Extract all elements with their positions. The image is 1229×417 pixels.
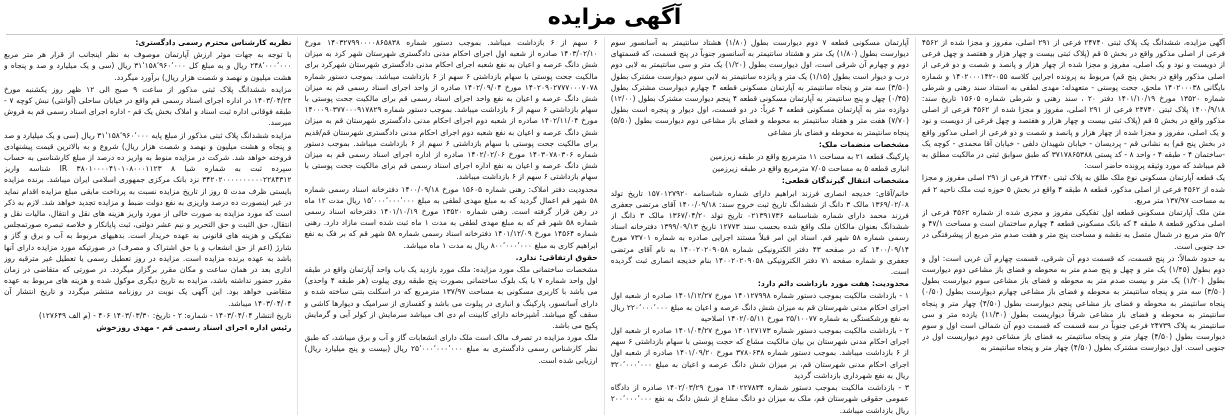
notice-header (0, 0, 1229, 34)
column-2-paragraph-restriction-1: ۱ - بازداشت مالکیت بموجب دستور شماره ۱۴۰۱۲۷۹۹۸ مورخ ۱۴۰۱/۱۲/۲۷ صادره از شعبه اول اجرای احکام مدنی شهرستان قم به میزان شش دانگ عرصه و اعیان به مبلغ ۲۲۰٬۰۰۰٬۰۰۰ ریال به نفع ورشکستگی به شماره ۲۵/۱۰۰۷۷ مورخ ۱۴۰۲/۰۵/۱۱ اصلاحیه (610, 291, 909, 323)
column-1-paragraph-2: یک قطعه آپارتمان مسکونی نوع ملک طلق به پلاک ثبتی ۲۴۷۴۰ فرعی از ۲۹۱ اصلی مفروز و مجزا شده از ۴۵۶۲ فرعی از اصلی مذکور، قطعه ۸ طبقه ۴ واقع در بخش ۵ حوزه ثبت ملک ناحیه ۲ قم به مساحت ۱۳۷/۹۷ متر مربع. (921, 173, 1225, 205)
column-1-paragraph-3: متن ملک آپارتمان مسکونی قطعه اول تفکیکی مفروز و مجزی شده از شماره ۴۵۶۲ فرعی از اصلی مذکور قطعه ۸ طبقه ۴ که بانک مسکونی قطعه ۴ چهارم ساختمان است و مساحت ۴۷/۱ و ۵/۲ متر مربع در شمال متصل به نقشه و مساحت پنج متر و هفت صدم متر مربع از پیشرفتگی در حد جنوبی است. (921, 208, 1225, 251)
column-2-paragraph-parking: پارکینگ قطعه ۲۱ به مساحت ۱۱ مترمربع واقع در طبقه زیرزمین (710, 152, 909, 162)
column-2-paragraph-storage: انباری قطعه ۵ به مساحت ۷/۰۵ مترمربع واقع در طبقه زیرزمین (712, 164, 909, 174)
title-divider (6, 34, 1223, 35)
column-2-heading-transferees: مشخصات انتقال گیرندگان قطعی: (781, 176, 909, 186)
column-3-paragraph-valuation: ملک مورد مزایده در تصرف مالک است ملک دارای انشعابات گاز و آب و برق میباشد، که طبق نظر کارشناس رسمی دادگستری به مبلغ ۲۵٬۰۰۰٬۰۰۰٬۰۰۰ ریال (بیست و پنج میلیارد ریال) ارزیابی شده است. (304, 333, 598, 365)
column-3-paragraph-1: ۶ سهم از ۶ بازداشت میباشد. بموجب دستور شماره ۱۴۰۳۲۷۹۹۰۰۰۰۸۶۵۸۳۸ مورخ ۱۴۰۳/۰۲/۱۰ صادره از شعبه اول اجرای احکام مدنی دادگستری شهرستان شهر کرد به میزان شش دانگ عرصه و اعیان به نفع شعبه اجرای احکام مدنی دادگستری شهرستان شهرکرد برای مالکیت جحت پوستی با سهام بازداشتی ۶ سهم از ۶ بازداشت میباشد. بموجب دستور شماره ۱۴۰۲۰۹۰۲۷۷۷۰۰۰۷۰۷۸ مورخ ۱۴۰۲/۰۹/۰۴ صادره از واحد اجرای اسناد رسمی قم به میزان شش دانگ عرصه و اعیان به نفع واحد اجرای اسناد رسمی قم برای مالکیت جحت پوستی با سهام بازداشتی ۶ سهم از ۶ بازداشت میباشد. بموجب دستور شماره ۱۴۰۰۰۹۰۳۷۷۰۰۰۹۱۷۸۲۹ مورخ ۱۴۰۲/۱۱/۰۴ صادره از شعبه دوم اجرای احکام مدنی دادگستری شهرستان قم به میزان شش دانگ عرصه و اعیان به نفع شعبه دوم اجرای احکام مدنی دادگستری شهرستان قم/قدیم برای مالکیت جحت پوستی با سهام بازداشتی ۶ سهم از ۶ بازداشت میباشد. بموجب دستور شماره ۱۴۰۳۰۷۸۰۳۰۶ مورخ ۱۴۰۲/۰۲/۰۶ صادره از اداره اجرای اسناد رسمی قم به میزان شش دانگ عرصه و اعیان به نفع اداره اجرای اسناد رسمی قم برای مالکیت جحت پوستی با سهام بازداشتی ۶ سهم از ۶ بازداشت میباشد. (304, 38, 598, 182)
column-divider (915, 37, 916, 415)
column-2 (611, 37, 909, 415)
column-3-paragraph-mortgages: محدودیت دفتر املاک: رهنی شماره ۱۵۶۰۵ مورخ ۱۴۰۰/۰۹/۱۸ دفترخانه اسناد رسمی شماره ۵۸ شهر قم اعمال گردید که به مبلغ مهدی لطفی به مبلغ ۱۵٬۰۰۰٬۰۰۰٬۰۰۰ ریال مدت ۱۲ ماه در رهن قرار گرفته است. رهنی شماره ۱۳۵۲۰ مورخ ۱۴۰۱/۱۰/۱۹ دفترخانه اسناد رسمی شماره ۵۸ شهر قم که به مبلغ مهدی لطفی به مدت ۱ ماه ثبت شده است مازاد دارد. رهنی شماره ۱۴۵۶۴ مورخ ۱۴۰۱/۱۲/۰۹ دفترخانه اسناد رسمی شماره ۵۸ شهر قم که بر فک به نفع ابراهیم کاری به مبلغ ۸۰۰٬۰۰۰٬۰۰۰ ریال به مدت ۱ ماه میباشد. (304, 184, 598, 250)
column-4 (4, 37, 291, 415)
column-4-paragraph-auction-time: مزایده ششدانگ پلاک ثبتی مذکور از ساعت ۹ صبح الی ۱۲ ظهر روز یکشنبه مورخ ۱۴۰۳/۰۴/۲۳ در اداره اجرای اسناد رسمی قم واقع در خیابان ساحلی (آوانتی) نبش کوچه ۷ - طبقه فوقانی اداره ثبت اسناد و املاک بخش یک قم - اداره اجرای اسناد رسمی قم به فروش میرسد. (4, 84, 292, 128)
notice-title: آگهی مزایده (547, 4, 682, 30)
column-4-heading-expert: نظریه کارشناس محترم رسمی دادگستری: (135, 38, 292, 47)
column-2-paragraph-restriction-3: ۳ - بازداشت مالکیت بموجب دستور شماره ۱۴۰۲۲۷۸۳۴ مورخ ۱۴۰۲/۰۳/۲۹ صادره از دادگاه عمومی حقوقی شهرستان قم، ملک به میزان دو دانگ مشاع از شش دانگ به نفع ۲۰۰٬۰۰۰٬۰۰۰ ریال بازداشت میباشد. (610, 383, 909, 415)
column-2-paragraph-1: آپارتمان مسکونی قطعه ۷ دوم دیوارست بطول (۱/۸۰) هشتاد سانتیمتر به آسانسور سوم دیوارست بطول (۱/۸۰) یک متر و هشتاد سانتیمتر به آسانسور جنوباً در پنج قسمت، که قسمتهای دوم و چهارم آن شرقی است، اول دیوارست بطول (۱/۲۰) یک متر و سی سانتیمتر به لابی دوم درب و دیوار است بطول (۱/۱۵) یک متر و پانزده سانتیمتر به لابی سوم دیوارست مشترک بطول (۳/۵۰) سه متر و پنجاه سانتیمتر به آپارتمان مسکونی قطعه ۴ چهارم دیوارست مشترک بطول (۰/۴۵) چهل و پنج سانتیمتر به آپارتمان مسکونی قطعه ۴ پنجم دیوارست مشترک بطول (۱۲/۰۰) دوازده متر به آپارتمان مسکونی قطعه ۴ غرباً: در دو قسمت، اول دیوار و پنجره است بطول (۷/۷۰) هفت متر و هفتاد سانتیمتر به محوطه و فضای باز مشاعی دوم دیوارست بطول (۵/۵۰) پنجاه سانتیمتر به محوطه و فضای باز مشاعی (610, 38, 909, 137)
column-2-paragraph-restriction-2: ۲ - بازداشت مالکیت بموجب دستور شماره ۱۴۰۱۲۷۱۷۳ مورخ ۱۴۰۱/۰۴/۲۷ صادره از شعبه اول اجرای احکام مدنی شهرستان بن بیان مالکیت مشاع که حجت پوستی با سهام بازداشتی ۶ سهم از ۶ بازداشت میباشد. بموجب دستور شماره ۳۷۸۰۶۳۸ مورخ ۱۴۰۱/۰۹/۲۰ صادره از شعبه اول اجرای احکام مدنی شهرستان قم، بر میزان شش دانگ عرصه و اعیان به مبلغ ۳۲۰٬۰۰۰٬۰۰۰ ریال به نفع شهرداری بازداشت گردید (610, 326, 909, 380)
column-4-paragraph-publication: تاریخ انتشار ۱۴۰۳/۰۴/۰۴ - شماره: ۲ - تاریخ: ۱۴۰۳/۰۳/۳۰ ۴۰۶ - (م الف ۱۲۷۶۴۹) (38, 310, 292, 320)
column-3-paragraph-building: مشخصات ساختمانی ملک مورد مزایده: ملک مورد بازدید یک باب واحد آپارتمان واقع در طبقه اول واحد شماره ۷ با یک بلوک ساختمانی بصورت پنج طبقه روی پیلوت (هر طبقه ۴ واحدی) می باشد با کاربری مسکونی به مساحت ۱۳۷/۹۷ مترمربع که در اسکلت بتنی ساخته شده و دارای آسانسور، پارکینگ و انباری در پیلوت می باشد و کفسازی از سرامیک و دیوارها کاشی و سقف گچ میباشد. آشپزخانه دارای کابینت ام دی اف میباشد سرمایش از کولر آبی و گرمایش پکیج می باشد. (304, 265, 598, 331)
column-1 (922, 37, 1225, 415)
column-2-heading-appurtenances: مشخصات منضمات ملک: (818, 139, 909, 149)
column-divider (297, 37, 298, 415)
column-4-paragraph-expert-opinion: با توجه به جهات موثر ارزش آپارتمان موصوف به نظر اینجانب از قرار هر متر مربع ۲۴۸٬۰۰۰٬۰۰۰ ریال و به مبلغ کل ۳۱٬۱۵۸٬۹۶۰٬۰۰۰ ریال (سی و یک میلیارد و صد و پنجاه و هشت میلیون و نهصد و شصت هزار ریال) برآورد میگردد. (4, 50, 292, 82)
column-1-paragraph-4: به حدود شمالاً: در پنج قسمت، که قسمت دوم آن شرقی، قسمت چهارم آن غربی است: اول و دوم بطول (۱/۴۵) یک متر و چهل و پنج صدم متر به محوطه و فضای باز مشاعی دوم دیوارست بطول (۱/۲۰) یک متر و بیست صدم متر به محوطه و فضای باز مشاعی سوم دیوارست بطول (۳/۵۰) سه متر و پنجاه سانتیمتر به محوطه و فضای باز مشاعی چهارم دیوارست بطول (۰/۵۰) پنجاه سانتیمتر به محوطه و فضای باز مشاعی پنجم دیوارست بطول (۴/۵۰) چهار متر و پنجاه سانتیمتر به محوطه و فضای باز مشاعی شرقاً دیواریست بطول (۱۱/۳۰) یازده متر و سی سانتیمتر به پلاک ۲۴۷۳۹ فرعی جنوباً در سه قسمت که قسمت دوم آن شمالی است اول و سوم دیوارست بطول (۴/۵۰) چهار متر و پنجاه سانتیمتر به فضای باز مشاعی دوم دیواریست اول در جنوبی است. اول دیوارست مشترک بطول (۴/۵۰) چهار متر و پنجاه سانتیمتر به (921, 253, 1225, 353)
column-1-paragraph-1: آگهی مزایده، ششدانگ یک پلاک ثبتی ۲۴۷۴۰ فرعی از ۲۹۱ اصلی، مفروز و مجزا شده از ۴۵۶۲ فرعی از اصلی مذکور واقع در بخش ۵ قم (پلاک ثبتی بیست و چهار هزار و هفتصد و چهل فرعی از دویست و نود و یک اصلی، مفروز و مجزا شده از چهار هزار و پانصد و شصت و دو فرعی از اصلی مذکور واقع در بخش پنج قم) مربوط به پرونده اجرایی کلاسه ۰۵۵-۱۴۰۲۰۰۰۱۴۲ و شماره بایگانی ۱۴۰۲۰۰۰۳۸ ملحق، جحت پوستی - متعهدله: مهدی لطفی به استناد سند رهنی و شرطی شماره ۱۳۵۲۰ مورخ ۱۴۰۱/۱۰/۱۹ دفتر ۲۰ ، سند رهنی و شرطی شماره ۱۵۶۰۵ تاریخ سند: ۱۴۰۰/۹/۱۸ پلاک ثبتی ۲۴۷۴۰ فرعی از ۲۹۱ اصلی، مفروز و مجزا شده از ۴۵۶۲ فرعی از اصلی مذکور واقع در بخش ۵ قم (پلاک ثبتی بیست و چهار هزار و هفتصد و چهل فرعی از دویست و نود و یک اصلی، مفروز و مجزا شده از چهار هزار و پانصد و شصت و دو فرعی از اصلی مذکور واقع در بخش پنج قم) به نشانی قم - پردیسان - خیابان شهیدان دلفی - خیابان آقا محمدی - کوچه یک -ساختمان ۴ - طبقه ۴ - واحد ۸ - کد پستی ۳۷۱۷۸۶۵۳۸۸ که طبق سوابق ثبتی در مالکیت مطلق به قم میباشد که مورد وثیقه پرونده حاضر است: (921, 38, 1225, 171)
column-3-heading-easements: حقوق ارتفاقی: ندارد. (515, 252, 598, 262)
notice-body (4, 37, 1225, 415)
signature: رئیس اداره اجرای اسناد رسمی قم - مهدی روزخوش (96, 323, 292, 333)
column-2-heading-restrictions: محدودیت: هفت مورد بازداشت دائم دارد: (757, 279, 909, 289)
column-3 (304, 37, 597, 415)
column-2-paragraph-owners: خانم/آقای: خدیجه انصاری فرزند ابراهیم دارای شماره شناسنامه ۱۵۷۰۱۲۷۹۲۰ تاریخ تولد ۱۳۶۹/۰۲/۰۸ مالک ۳ دانگ از ششدانگ تاریخ ثبت خروج سند: ۱۴۰۰/۰۹/۱۸ آقای مرتضی جعفری فرزند محمد دارای شماره شناسنامه ۰۲۱۳۹۱۷۳۶ تاریخ تولد ۱۳۶۷/۰۴/۲۰ مالک ۳ دانگ از ششدانگ بعنوان مالکان ملک واقع شده بحسب سند ۱۲۷۷۳ تاریخ ۱۳۹۹/۰۹/۱۳ دفترخانه اسناد رسمی شماره ۵۸ شهر قم. اسناد این امر قبلاً مستند اجرایی صادره به شماره ۷۳۷۰۱ مورخ ۱۴۰۰/۰۹/۱۴ که در صفحه ۴۳ دفتر الکترونیکی شماره ۱۴۰۰۲۰۲۰۹۰۵۸ به نام آقای مرتضی جعفری و شماره صفحه ۷۱ دفتر الکترونیکی ۱۴۰۰۲۰۲۰۹۰۵۸ بنام خدیجه انصاری ثبت گردیده است. (610, 188, 909, 277)
column-4-paragraph-auction-terms: مزایده ششدانگ پلاک ثبتی مذکور از مبلغ پایه ۳۱٬۱۵۸٬۹۶۰٬۰۰۰ ریال (سی و یک میلیارد و صد و پنجاه و هشت میلیون و نهصد و شصت هزار ریال) شروع و به بالاترین قیمت پیشنهادی فروخته خواهد شد. شرکت در مزایده منوط به واریز ده درصد از مبلغ کارشناسی به حساب سپرده ثبت به شماره شبا IR ۳۸۰۱۰۰۰۰۴۱۰۱۰۸۰۰۰۱۱۲۳ ۸ شناسه واریز ۳۴۲۰۲۰۰۰۰۰۰۰۰۰۰۲۲۸۴۳۱۲ نزد بانک مرکزی جمهوری اسلامی ایران میباشد. برنده مزایده بایستی ظرف مدت ۵ روز از تاریخ مزایده نسبت به پرداخت مابقی مبلغ مزایده اقدام نماید در غیر اینصورت ده درصد واریزی به نفع دولت ضبط و مزایده تجدید خواهد شد. لازم به ذکر است که مورد مزایده به صورت خالی از مورد واریز هزینه های نقل و انتقال، مالیات نقل و انتقال، حق الثبت و حق التحریر و نیم عشر دولتی، ثبت پایانکار و خلاصه تبصره صورتمجلس تفکیکی و هزینه های قانونی به عهده خریدار است. بدهیهای مربوط به آب و برق و گاز و شارژ (اعم از حق انشعاب و یا حق اشتراک و مصرف) در صورتیکه مورد مزایده دارای آنها باشد به عهده برنده مزایده است. مزایده در روز تعطیل رسمی یا تعطیل غیر مترقبه روز اداری بعد در همان ساعت و مکان مقرر برگزار میگردد. در صورتی که متقاضی در زمان مقرر حضور نداشته باشد، مزایده به تاریخ دیگری موکول شده و هزینه های مربوط به عهده متقاضی خواهد بود. این آگهی یک نوبت در روزنامه منتشر میگردد و تاریخ انتشار آن ۱۴۰۳/۰۴/۰۴ میباشد. (4, 130, 292, 308)
column-divider (604, 37, 605, 415)
